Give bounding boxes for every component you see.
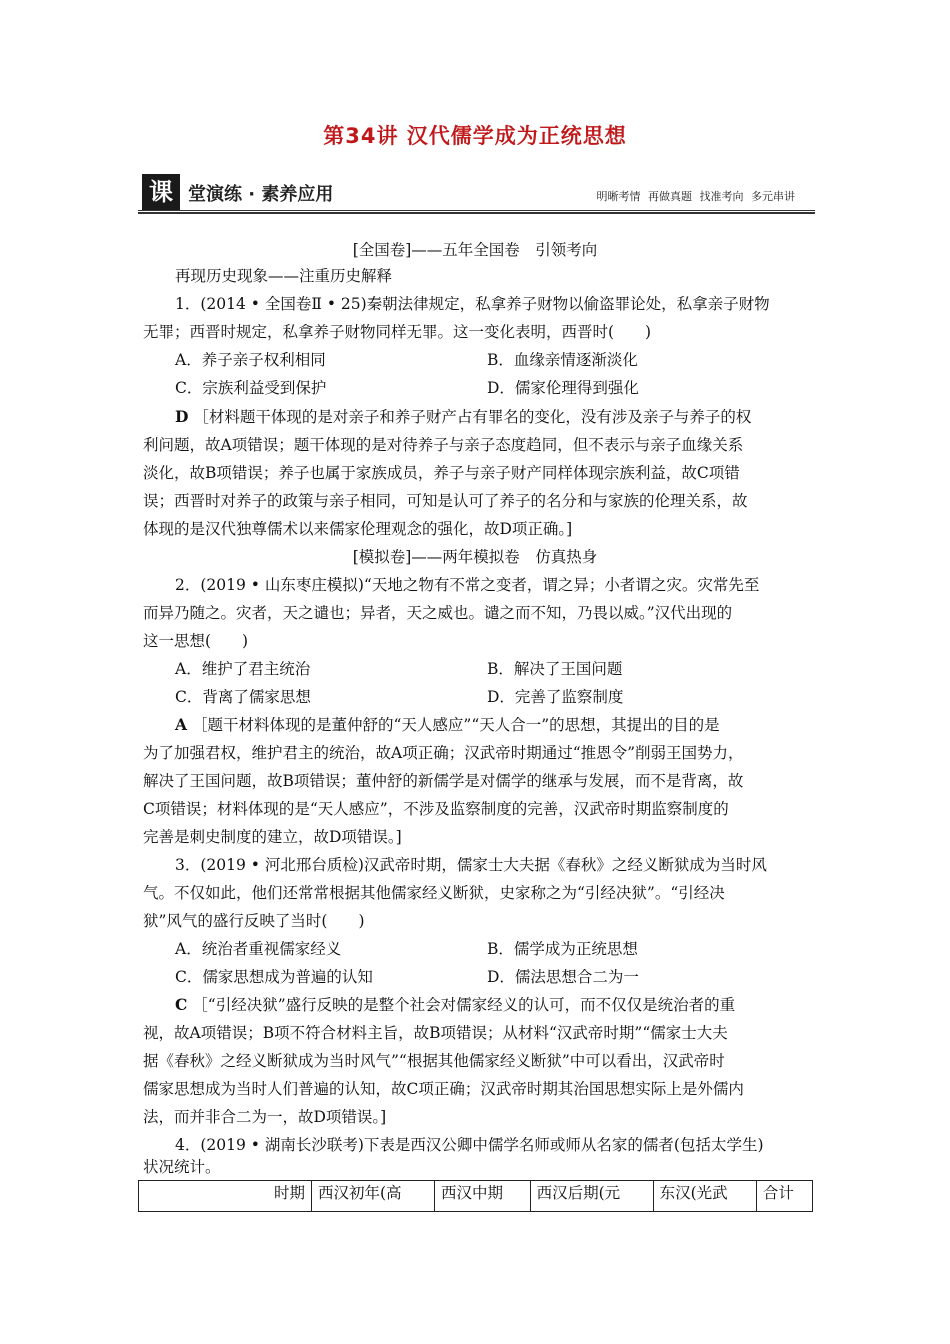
banner-tags: 明晰考情 再做真题 找准考向 多元串讲 [596, 190, 795, 203]
q2-explanation-line: 解决了王国问题，故B项错误；董仲舒的新儒学是对儒学的继承与发展，而不是背离，故 [143, 772, 744, 790]
section-banner [138, 172, 815, 214]
banner-rule-thin [138, 210, 815, 211]
q1-explanation-line: 体现的是汉代独尊儒术以来儒家伦理观念的强化，故D项正确。] [143, 520, 573, 538]
statistics-table [138, 1180, 813, 1212]
q3-explanation-line: 法，而并非合二为一，故D项错误。] [143, 1108, 387, 1126]
table-header-cell: 时期 [139, 1181, 312, 1212]
q3-answer: C [175, 995, 188, 1014]
banner-rule [138, 212, 815, 214]
q1-option-b: B．血缘亲情逐渐淡化 [487, 351, 638, 369]
q2-line: 而异乃随之。灾者，天之谴也；异者，天之威也。谴之而不知，乃畏以威。”汉代出现的 [143, 604, 733, 622]
q3-line: 3．(2019 • 河北邢台质检)汉武帝时期，儒家士大夫据《春秋》之经义断狱成为当时风 [175, 856, 767, 874]
q2-explanation-line: 完善是刺史制度的建立，故D项错误。] [143, 828, 402, 846]
heading-national: [全国卷]——五年全国卷 引领考向 [352, 241, 598, 259]
q3-explanation-line: 视，故A项错误；B项不符合材料主旨，故B项错误；从材料“汉武帝时期”“儒家士大夫 [143, 1024, 728, 1042]
q1-answer: D [175, 407, 189, 426]
table-header-cell: 东汉(光武 [653, 1181, 756, 1212]
q3-explanation-line: 儒家思想成为当时人们普遍的认知，故C项正确；汉武帝时期其治国思想实际上是外儒内 [143, 1080, 744, 1098]
q3-explanation-line: 据《春秋》之经义断狱成为当时风气”“根据其他儒家经义断狱”中可以看出，汉武帝时 [143, 1052, 725, 1070]
banner-badge: 课 [142, 174, 180, 210]
q1-option-c: C．宗族利益受到保护 [175, 379, 327, 397]
q1-option-d: D．儒家伦理得到强化 [487, 379, 639, 397]
q3-option-b: B．儒学成为正统思想 [487, 940, 638, 958]
q2-explanation-line: C项错误；材料体现的是“天人感应”，不涉及监察制度的完善，汉武帝时期监察制度的 [143, 800, 729, 818]
q1-line: 无罪；西晋时规定，私拿养子财物同样无罪。这一变化表明，西晋时( ) [143, 323, 652, 341]
q1-explanation-line: 淡化，故B项错误；养子也属于家族成员，养子与亲子财产同样体现宗族利益，故C项错 [143, 464, 740, 482]
q2-option-d: D．完善了监察制度 [487, 688, 624, 706]
q2-explanation-line: 为了加强君权，维护君主的统治，故A项正确；汉武帝时期通过“推恩令”削弱王国势力， [143, 744, 744, 762]
subheading-history: 再现历史现象——注重历史解释 [175, 267, 393, 285]
q3-line: 气。不仅如此，他们还常常根据其他儒家经义断狱，史家称之为“引经决狱”。“引经决 [143, 884, 725, 902]
banner-section-title: 堂演练 · 素养应用 [188, 184, 334, 205]
q2-option-b: B．解决了王国问题 [487, 660, 623, 678]
table-header-cell: 西汉初年(高 [312, 1181, 435, 1212]
q2-line: 2．(2019 • 山东枣庄模拟)“天地之物有不常之变者，谓之异；小者谓之灾。灾常先至 [175, 576, 760, 594]
table-header-row [139, 1181, 813, 1212]
q2-option-a: A．维护了君主统治 [175, 660, 311, 678]
q1-line: 1．(2014 • 全国卷Ⅱ • 25)秦朝法律规定，私拿养子财物以偷盗罪论处，私拿亲子财物 [175, 295, 770, 313]
heading-mock: [模拟卷]——两年模拟卷 仿真热身 [352, 548, 598, 566]
q3-line: 狱”风气的盛行反映了当时( ) [143, 912, 365, 930]
page-title: 第34讲 汉代儒学成为正统思想 [323, 124, 627, 148]
q2-option-c: C．背离了儒家思想 [175, 688, 311, 706]
q1-explanation-line: 利问题，故A项错误；题干体现的是对待养子与亲子态度趋同，但不表示与亲子血缘关系 [143, 436, 744, 454]
q3-option-d: D．儒法思想合二为一 [487, 968, 639, 986]
table-header-cell: 合计 [756, 1181, 812, 1212]
q3-option-a: A．统治者重视儒家经义 [175, 940, 342, 958]
table-header-cell: 西汉中期 [435, 1181, 531, 1212]
q1-explanation-line: 误；西晋时对养子的政策与亲子相同，可知是认可了养子的名分和与家族的伦理关系，故 [143, 492, 748, 510]
q1-explanation-line: D ［材料题干体现的是对亲子和养子财产占有罪名的变化，没有涉及亲子与养子的权 [175, 407, 752, 426]
q4-line: 4．(2019 • 湖南长沙联考)下表是西汉公卿中儒学名师或师从名家的儒者(包括太学生) [175, 1136, 764, 1154]
q2-answer: A [175, 715, 188, 734]
q4-line: 状况统计。 [143, 1158, 221, 1176]
table-header-cell: 西汉后期(元 [530, 1181, 653, 1212]
q3-option-c: C．儒家思想成为普遍的认知 [175, 968, 373, 986]
q2-explanation-line: A ［题干材料体现的是董仲舒的“天人感应”“天人合一”的思想，其提出的目的是 [175, 715, 720, 734]
q3-explanation-line: C ［“引经决狱”盛行反映的是整个社会对儒家经义的认可，而不仅仅是统治者的重 [175, 995, 736, 1014]
q1-option-a: A．养子亲子权利相同 [175, 351, 326, 369]
q2-line: 这一思想( ) [143, 632, 249, 650]
